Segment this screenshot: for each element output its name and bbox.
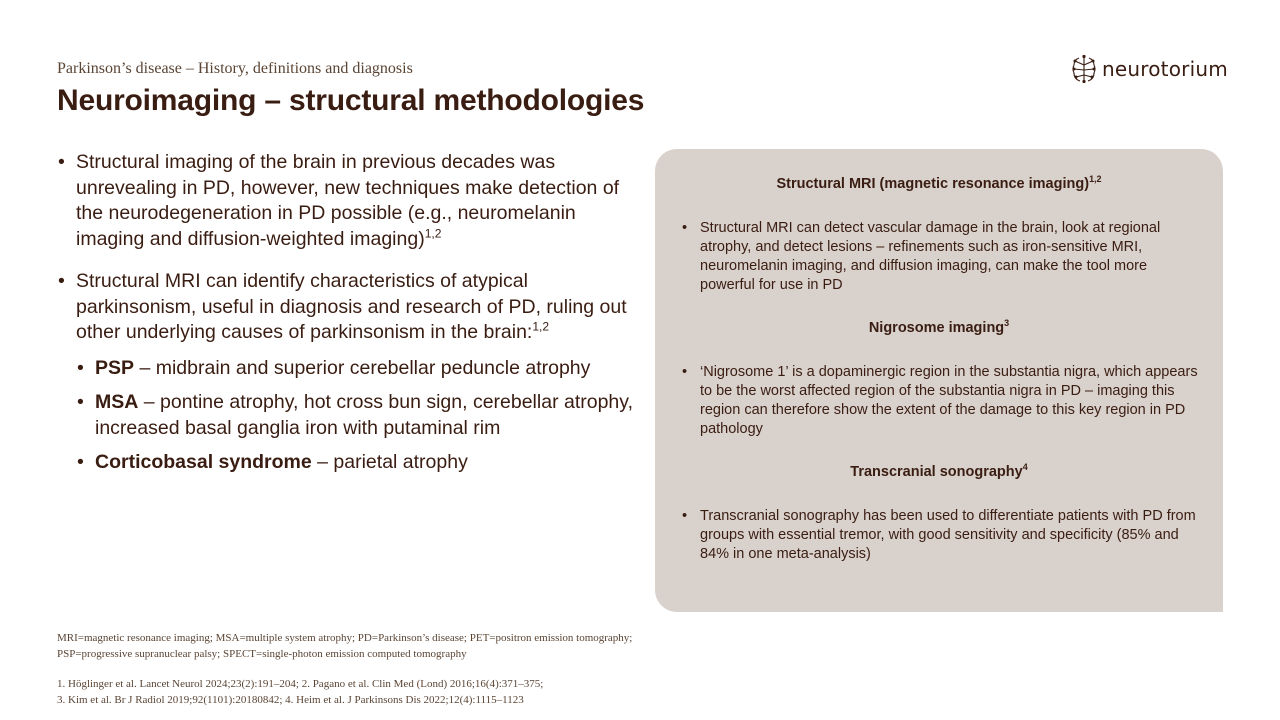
sub-item-desc: – pontine atrophy, hot cross bun sign, cerebellar atrophy, increased basal ganglia iron with putaminal rim (95, 391, 633, 439)
references-line: 3. Kim et al. Br J Radiol 2019;92(1101):20180842; 4. Heim et al. J Parkinsons Dis 2022;12(4):1115–1123 (57, 693, 524, 706)
heading-text: Structural MRI (magnetic resonance imaging) (776, 176, 1090, 192)
sub-item-term: Corticobasal syndrome (95, 451, 312, 473)
brain-molecule-icon (1071, 54, 1097, 84)
citation-sup: 1,2 (532, 319, 550, 334)
list-item (57, 150, 637, 252)
panel-item-nigrosome: • ‘Nigrosome 1’ is a dopaminergic region in the substantia nigra, which appears to be the worst affected region of the substantia nigra in PD – imaging this region can therefore show the extent of the damage to this key region in PD pathology (700, 363, 1200, 439)
panel-heading-nigrosome (655, 320, 1223, 336)
citation-sup: 3 (1004, 318, 1010, 329)
citation-sup: 1,2 (1089, 174, 1102, 185)
bullet-list (57, 150, 637, 476)
citation-sup: 1,2 (424, 226, 442, 240)
section-subtitle: Parkinson’s disease – History, definitions and diagnosis (57, 60, 413, 77)
citation-sup: 4 (1022, 462, 1028, 473)
panel-item-structural-mri: • Structural MRI can detect vascular damage in the brain, look at regional atrophy, and detect lesions – refinements such as iron-sensitive MRI, neuromelanin imaging, and diffusion imaging, can make the tool more powerful for use in PD (700, 219, 1200, 295)
panel-item-sonography: • Transcranial sonography has been used to differentiate patients with PD from groups with essential tremor, with good sensitivity and specificity (85% and 84% in one meta-analysis) (700, 507, 1200, 564)
sub-bullet-list (76, 356, 637, 476)
sub-item-term: MSA (95, 391, 139, 413)
footnotes (57, 631, 817, 708)
heading-text: Transcranial sonography (850, 464, 1023, 480)
abbreviations-line: PSP=progressive supranuclear palsy; SPECT=single-photon emission computed tomography (57, 647, 467, 660)
brand-logo (1071, 54, 1228, 84)
sub-item-term: PSP (95, 356, 135, 379)
main-content (57, 150, 637, 493)
references-line: 1. Höglinger et al. Lancet Neurol 2024;23(2):191–204; 2. Pagano et al. Clin Med (Lond) 2016;16(4):371–375; (57, 678, 544, 690)
bullet-text: Structural MRI can identify characteristics of atypical parkinsonism, useful in diagnosis and research of PD, ruling out other underlying causes of parkinsonism in the brain: (76, 270, 627, 343)
sub-list-item (76, 356, 637, 382)
logo-wordmark: neurotorium (1102, 57, 1228, 81)
page-title: Neuroimaging – structural methodologies (57, 84, 645, 117)
panel-heading-structural-mri (655, 176, 1223, 192)
heading-text: Nigrosome imaging (868, 320, 1005, 336)
list-item (57, 269, 637, 476)
info-panel (655, 149, 1223, 612)
sub-list-item (76, 450, 637, 476)
sub-item-desc: – midbrain and superior cerebellar peduncle atrophy (134, 356, 591, 379)
sub-item-desc: – parietal atrophy (311, 451, 468, 473)
bullet-text: Structural imaging of the brain in previous decades was unrevealing in PD, however, new techniques make detection of the neurodegeneration in PD possible (e.g., neuromelanin imaging and diffusion-weighted imaging) (76, 151, 620, 250)
panel-heading-sonography (655, 464, 1223, 480)
sub-list-item (76, 390, 637, 441)
abbreviations-line: MRI=magnetic resonance imaging; MSA=multiple system atrophy; PD=Parkinson’s disease; PET=positron emission tomography; (57, 632, 633, 644)
